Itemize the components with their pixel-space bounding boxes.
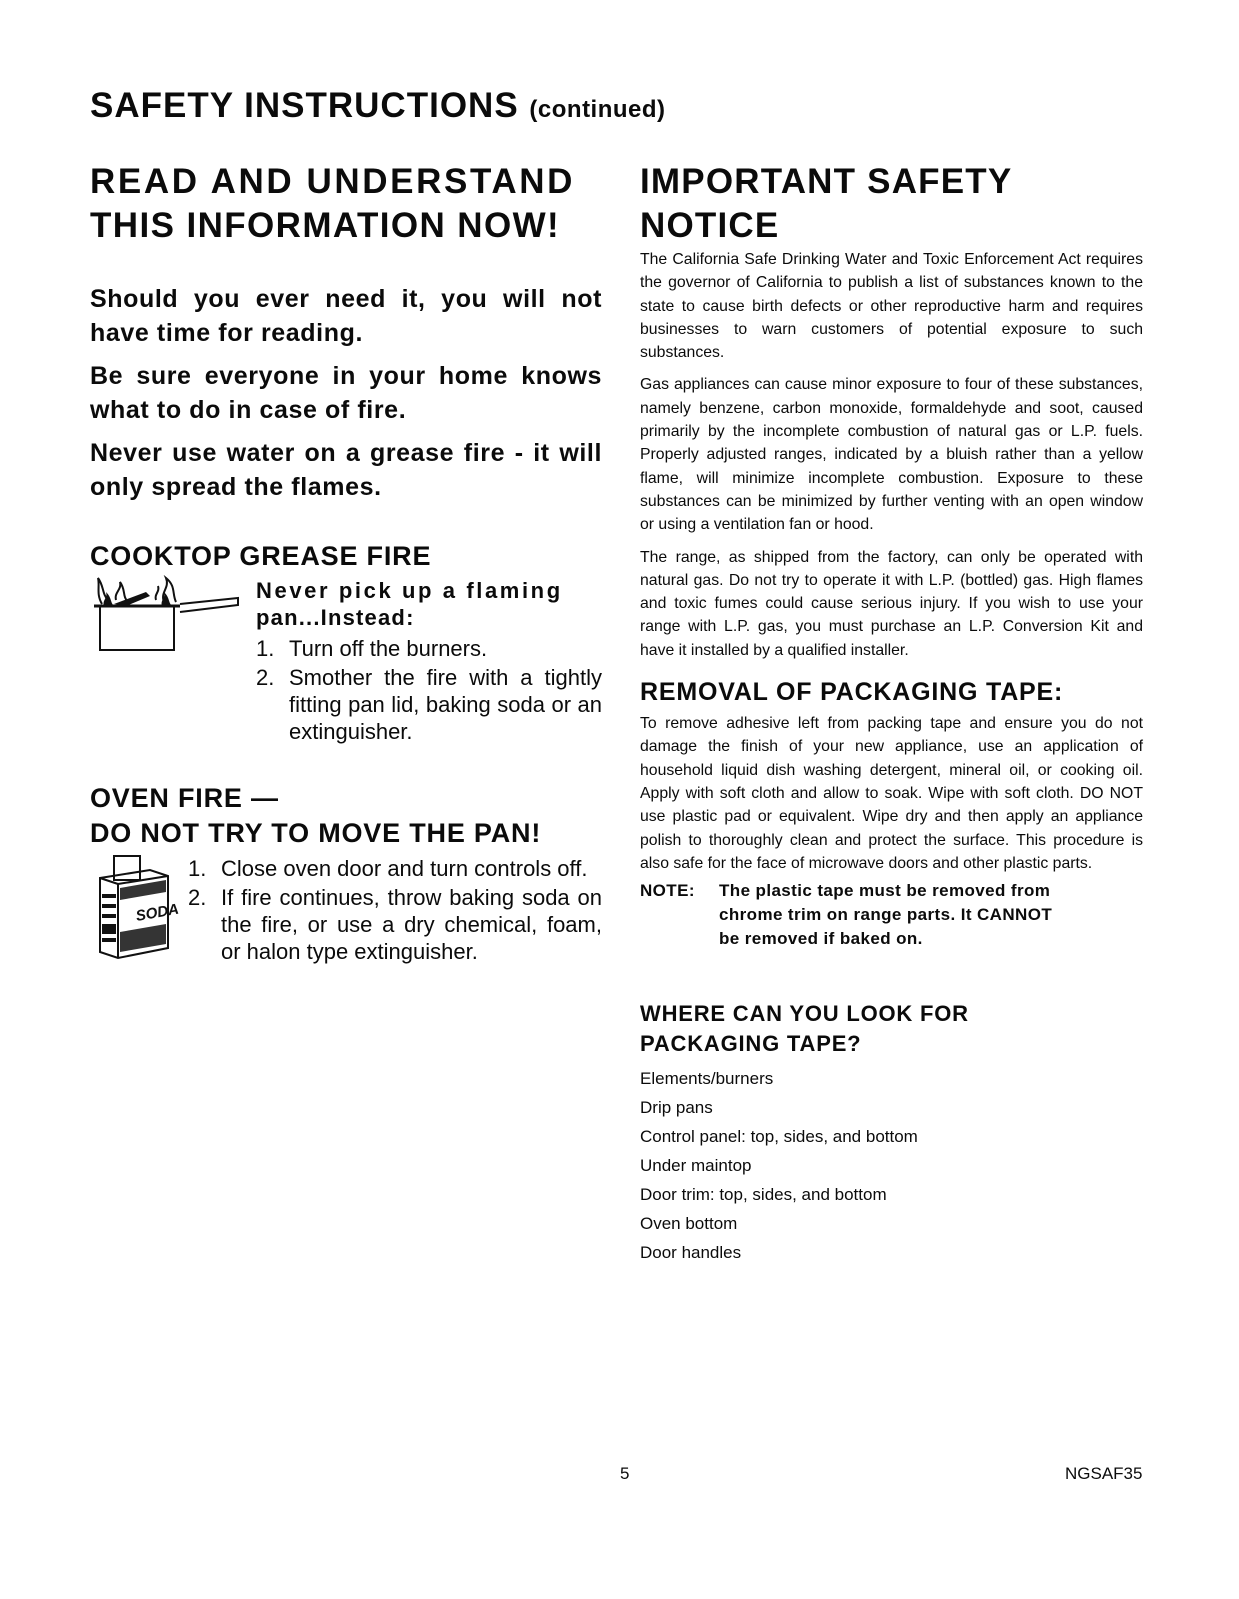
list-item: Control panel: top, sides, and bottom	[640, 1126, 918, 1146]
step-text: If fire continues, throw baking soda on the fire, or use a dry chemical, foam, or halon type extinguisher.	[221, 885, 602, 964]
page-header	[90, 86, 666, 126]
step-text: Turn off the burners.	[289, 636, 488, 661]
step-number: 2.	[256, 665, 275, 690]
step-number: 1.	[256, 636, 275, 661]
oven-heading-line1: OVEN FIRE —	[90, 783, 279, 813]
note-line: be removed if baked on.	[719, 929, 923, 949]
notice-paragraph: The range, as shipped from the factory, can only be operated with natural gas. Do not try to operate it with L.P. (bottled) gas. High flames and toxic fumes could cause serious injury. If you wish to use your range with L.P. gas, you must purchase an L.P. Conversion Kit and have it installed by a qualified installer.	[640, 548, 1143, 659]
flaming-pan-icon	[86, 570, 246, 661]
warning-paragraph: Be sure everyone in your home knows what to do in case of fire.	[90, 362, 602, 424]
warning-paragraph: Should you ever need it, you will not have time for reading.	[90, 285, 602, 347]
left-column	[90, 160, 602, 965]
cooktop-step	[256, 635, 602, 662]
note-block	[640, 879, 1143, 951]
list-item: Oven bottom	[640, 1213, 738, 1233]
note-row	[640, 879, 1143, 903]
read-heading-line1: READ AND UNDERSTAND	[90, 162, 575, 201]
step-text: Close oven door and turn controls off.	[221, 856, 588, 881]
read-heading-line2: THIS INFORMATION NOW!	[90, 206, 561, 245]
list-item: Elements/burners	[640, 1069, 774, 1089]
step-text: Smother the fire with a tightly fitting pan lid, baking soda or an extinguisher.	[289, 665, 602, 744]
list-item: Under maintop	[640, 1155, 752, 1175]
oven-step	[188, 855, 602, 882]
cooktop-step	[256, 664, 602, 745]
cooktop-intro-line1: Never pick up a flaming	[256, 578, 563, 603]
where-list	[640, 1065, 1143, 1267]
removal-heading: REMOVAL OF PACKAGING TAPE:	[640, 678, 1064, 707]
note-line: chrome trim on range parts. It CANNOT	[719, 905, 1053, 925]
step-number: 1.	[188, 856, 207, 881]
note-label: NOTE:	[640, 881, 695, 901]
notice-paragraph: Gas appliances can cause minor exposure to four of these substances, namely benzene, carbon monoxide, formaldehyde and soot, caused primarily by the incomplete combustion of natural gas or L.P. fuels. Properly adjusted ranges, indicated by a bluish rather than a yellow flame, will minimize incomplete combustion. Exposure to these substances can be minimized by further venting with an open window or using a ventilation fan or hood.	[640, 376, 1143, 534]
page-title-suffix: (continued)	[529, 96, 666, 123]
note-row	[640, 927, 1143, 951]
cooktop-heading: COOKTOP GREASE FIRE	[90, 541, 432, 571]
step-number: 2.	[188, 885, 207, 910]
notice-paragraph: The California Safe Drinking Water and Toxic Enforcement Act requires the governor of California to publish a list of substances known to the state to cause birth defects or other reproductive harm and requires businesses to warn customers of potential exposure to such substances.	[640, 251, 1143, 362]
page-number: 5	[620, 1464, 630, 1483]
removal-paragraph: To remove adhesive left from packing tape and ensure you do not damage the finish of your new appliance, use an application of household liquid dish washing detergent, mineral oil, or cooking oil. Apply with soft cloth and allow to soak. Wipe with soft cloth. DO NOT use plastic pad or equivalent. Wipe dry and then apply an appliance polish to thoroughly clean and protect the surface. This procedure is also safe for the face of microwave doors and other plastic parts.	[640, 715, 1143, 872]
note-line: The plastic tape must be removed from	[719, 881, 1051, 901]
notice-heading-line1: IMPORTANT SAFETY	[640, 162, 1013, 201]
list-item: Drip pans	[640, 1098, 713, 1118]
soda-label: SODA	[134, 900, 181, 925]
where-heading-line1: WHERE CAN YOU LOOK FOR	[640, 1001, 969, 1027]
right-column	[640, 160, 1143, 1267]
document-code: NGSAF35	[1065, 1464, 1143, 1483]
oven-heading-line2: DO NOT TRY TO MOVE THE PAN!	[90, 818, 542, 848]
notice-heading-line2: NOTICE	[640, 206, 780, 245]
list-item: Door handles	[640, 1242, 742, 1262]
page-title: SAFETY INSTRUCTIONS	[90, 86, 519, 125]
cooktop-intro-line2: pan...Instead:	[256, 605, 415, 630]
list-item: Door trim: top, sides, and bottom	[640, 1184, 887, 1204]
oven-step	[188, 884, 602, 965]
warning-paragraph: Never use water on a grease fire - it will only spread the flames.	[90, 439, 602, 501]
where-heading-line2: PACKAGING TAPE?	[640, 1031, 862, 1057]
baking-soda-box-icon	[92, 848, 181, 969]
note-row	[640, 903, 1143, 927]
